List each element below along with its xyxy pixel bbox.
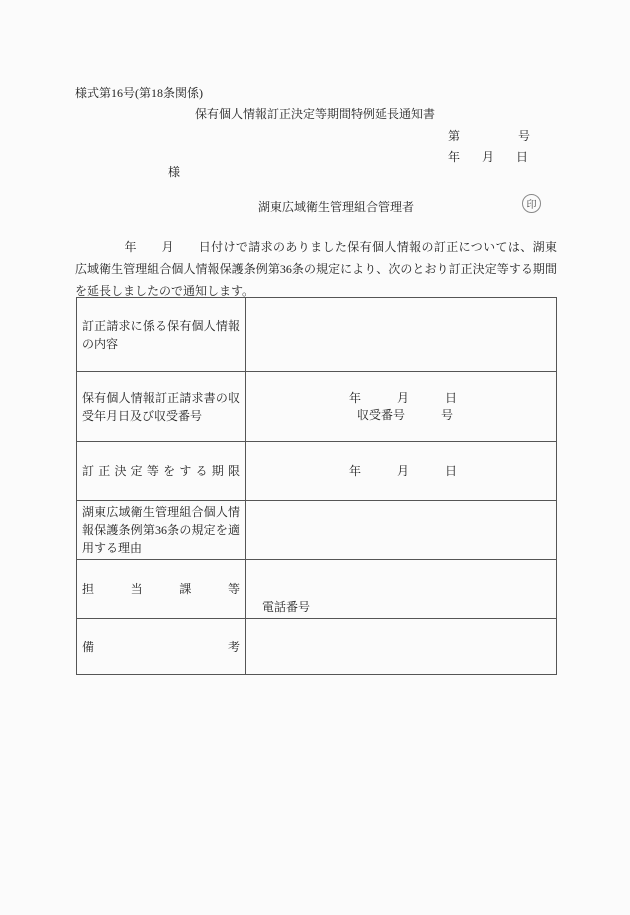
table-row [77,372,557,442]
table-row [77,501,557,560]
sender-title: 湖東広域衛生管理組合管理者 [258,200,415,214]
row-label: 訂正請求に係る保有個人情報の内容 [82,318,240,351]
table-row [77,619,557,675]
table-row [77,560,557,619]
document-number-line [448,127,530,144]
date-month-label: 月 [481,150,494,164]
row-label: 湖東広域衛生管理組合個人情報保護条例第36条の規定を適用する理由 [82,505,240,555]
receipt-number-line: 収受番号 号 [357,407,454,422]
table-row [77,442,557,501]
body-paragraph [75,236,557,302]
deadline-date-line: 年 月 日 [349,463,458,478]
issue-date-line [448,148,528,165]
doc-number-suffix: 号 [517,129,530,143]
addressee-suffix: 様 [168,165,181,179]
date-day-label: 日 [515,150,528,164]
receipt-date-line: 年 月 日 [349,390,458,405]
phone-number-label: 電話番号 [262,600,311,614]
table-row [77,298,557,372]
notification-table [76,297,557,675]
row-label: 担当課等 [82,582,240,596]
row-label: 訂正決定等をする期限 [82,464,240,478]
row-label: 保有個人情報訂正請求書の収受年月日及び収受番号 [82,390,240,423]
body-line: を延長しましたので通知します。 [75,284,255,298]
body-line: 広域衛生管理組合個人情報保護条例第36条の規定により、次のとおり訂正決定等する期間 [75,262,557,276]
body-line: 年 月 日付けで請求のありました保有個人情報の訂正については、湖東 [75,240,557,254]
document-title: 保有個人情報訂正決定等期間特例延長通知書 [194,107,435,121]
doc-number-prefix: 第 [448,129,461,143]
form-number: 様式第16号(第18条関係) [75,86,203,100]
row-label: 備考 [82,639,240,654]
date-year-label: 年 [448,150,461,164]
seal-stamp-icon: 印 [522,194,541,213]
